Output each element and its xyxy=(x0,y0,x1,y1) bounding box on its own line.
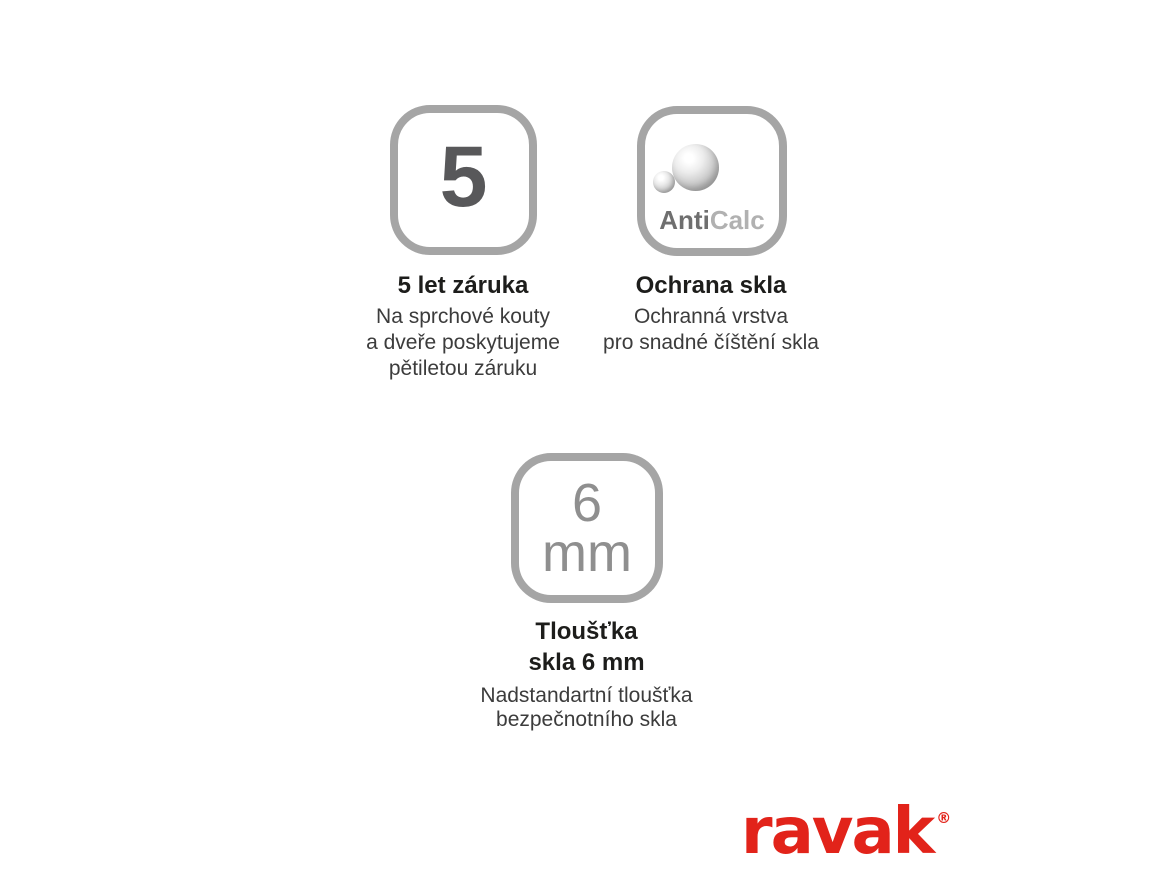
registered-trademark-icon: ® xyxy=(936,809,952,827)
anticalc-label-anti: Anti xyxy=(659,205,710,235)
thickness-title-line-2: skla 6 mm xyxy=(528,649,645,676)
anticalc-label xyxy=(645,206,779,234)
anticalc-label-calc: Calc xyxy=(709,205,765,235)
warranty-title: 5 let záruka xyxy=(397,272,529,299)
anticalc-title: Ochrana skla xyxy=(635,272,787,299)
anticalc-line-2: pro snadné číštění skla xyxy=(603,331,819,354)
warranty-line-2: a dveře poskytujeme xyxy=(366,331,560,354)
ravak-logo xyxy=(741,795,952,869)
bubble-small-icon xyxy=(653,171,675,193)
thickness-title-line-1: Tloušťka xyxy=(535,618,638,645)
anticalc-badge-icon xyxy=(637,106,787,256)
badge-6-value: 6 xyxy=(571,473,603,533)
thickness-line-1: Nadstandartní tloušťka xyxy=(480,684,693,707)
warranty-5-badge-icon xyxy=(390,105,537,255)
badge-mm-unit: mm xyxy=(542,523,632,583)
warranty-line-3: pětiletou záruku xyxy=(388,357,538,380)
thickness-caption xyxy=(426,616,747,732)
anticalc-line-1: Ochranná vrstva xyxy=(633,305,789,328)
thickness-6mm-badge-icon xyxy=(511,453,663,603)
anticalc-caption xyxy=(541,271,881,356)
thickness-line-2: bezpečnotního skla xyxy=(496,708,677,731)
badge-number-5: 5 xyxy=(439,129,488,225)
ravak-logo-text: ravak xyxy=(741,795,934,869)
warranty-line-1: Na sprchové kouty xyxy=(376,305,550,328)
bubble-large-icon xyxy=(672,144,719,191)
